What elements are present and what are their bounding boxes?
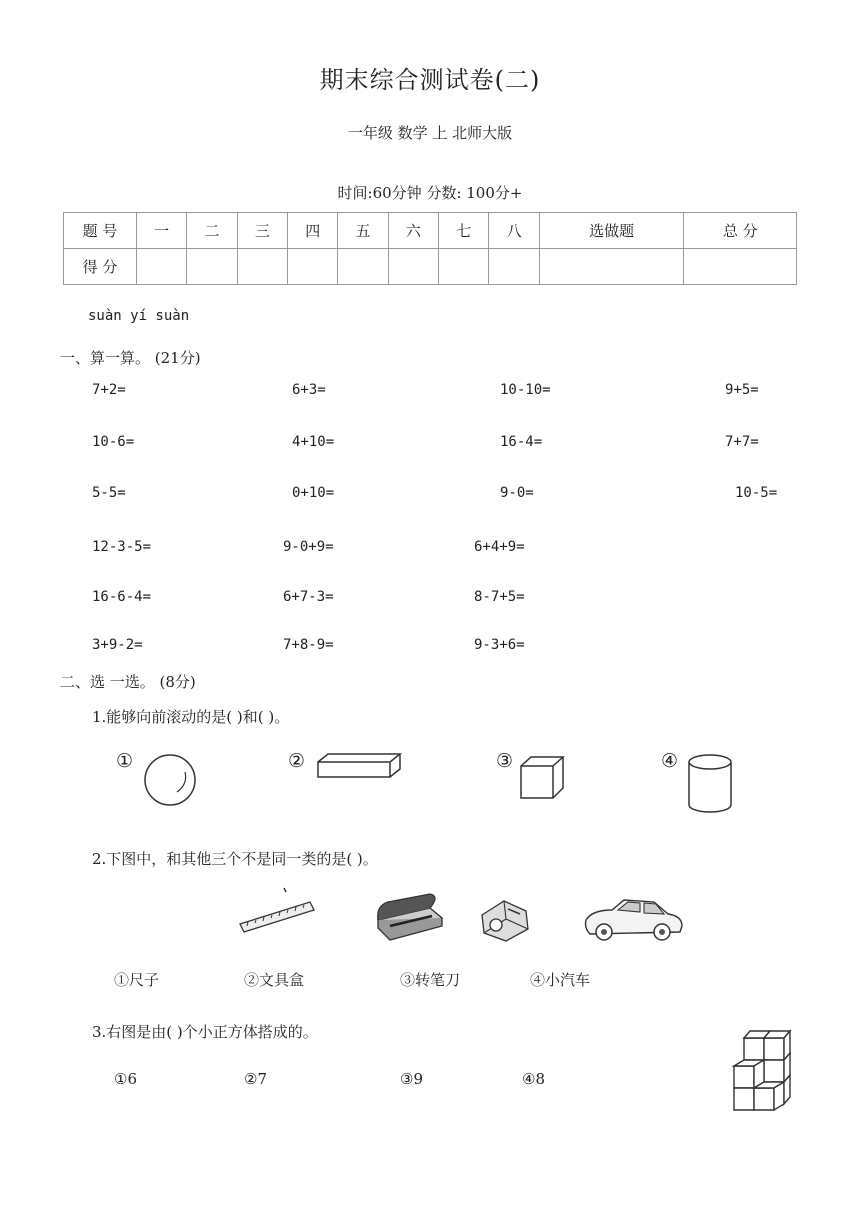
table-row-label: 得 分 (64, 249, 137, 285)
math-problem: 4+10= (292, 434, 335, 450)
score-table-score-row (64, 249, 797, 285)
pencil-sharpener-icon (478, 895, 534, 943)
math-problem: 0+10= (292, 485, 335, 501)
ruler-icon (236, 888, 318, 938)
table-header-cell: 二 (187, 213, 237, 249)
pencil-case-icon (370, 892, 450, 944)
score-cell[interactable] (288, 249, 338, 285)
section1-heading: 一、算一算。 (21分) (60, 349, 201, 367)
question-1-text: 1.能够向前滚动的是( )和( )。 (92, 708, 290, 726)
table-header-cell: 五 (338, 213, 388, 249)
table-header-cell: 总 分 (684, 213, 797, 249)
toy-car-icon (582, 896, 686, 944)
math-problem: 6+7-3= (283, 589, 334, 605)
score-cell[interactable] (338, 249, 388, 285)
option-marker: ① (116, 750, 134, 772)
option-item: ②7 (244, 1070, 267, 1088)
option-item: ④小汽车 (530, 971, 591, 989)
option-item: ②文具盒 (244, 971, 305, 989)
math-problem: 9+5= (725, 382, 759, 398)
pinyin-annotation: suàn yí suàn (88, 308, 190, 324)
table-header-cell: 八 (489, 213, 539, 249)
score-cell[interactable] (388, 249, 438, 285)
math-problem: 7+7= (725, 434, 759, 450)
score-cell[interactable] (137, 249, 187, 285)
math-problem: 5-5= (92, 485, 126, 501)
table-header-cell: 六 (388, 213, 438, 249)
math-problem: 9-0+9= (283, 539, 334, 555)
option-item: ④8 (522, 1070, 545, 1088)
math-problem: 3+9-2= (92, 637, 143, 653)
sphere-icon (141, 754, 221, 814)
table-header-cell: 四 (288, 213, 338, 249)
score-cell[interactable] (489, 249, 539, 285)
math-problem: 6+4+9= (474, 539, 525, 555)
option-item: ①6 (114, 1070, 137, 1088)
cylinder-icon (688, 753, 736, 815)
score-cell[interactable] (187, 249, 237, 285)
cuboid-icon (315, 752, 405, 782)
score-cell[interactable] (539, 249, 684, 285)
table-header-cell: 题 号 (64, 213, 137, 249)
cube-icon (518, 754, 568, 802)
math-problem: 10-10= (500, 382, 551, 398)
math-problem: 10-6= (92, 434, 135, 450)
math-problem: 12-3-5= (92, 539, 152, 555)
table-header-cell: 三 (237, 213, 287, 249)
option-marker: ② (288, 750, 306, 772)
page-subtitle: 一年级 数学 上 北师大版 (347, 124, 513, 142)
math-problem: 7+2= (92, 382, 126, 398)
table-header-cell: 七 (439, 213, 489, 249)
question-2-text: 2.下图中，和其他三个不是同一类的是( )。 (92, 850, 378, 868)
page-title: 期末综合测试卷(二) (319, 66, 541, 94)
question-3-text: 3.右图是由( )个小正方体搭成的。 (92, 1023, 318, 1041)
math-problem: 16-6-4= (92, 589, 152, 605)
math-problem: 7+8-9= (283, 637, 334, 653)
score-table-header-row (64, 213, 797, 249)
math-problem: 10-5= (735, 485, 778, 501)
math-problem: 9-0= (500, 485, 534, 501)
option-marker: ④ (661, 750, 679, 772)
option-item: ③9 (400, 1070, 423, 1088)
score-cell[interactable] (684, 249, 797, 285)
math-problem: 9-3+6= (474, 637, 525, 653)
math-problem: 16-4= (500, 434, 543, 450)
math-problem: 8-7+5= (474, 589, 525, 605)
math-problem: 6+3= (292, 382, 326, 398)
option-item: ③转笔刀 (400, 971, 461, 989)
option-marker: ③ (496, 750, 514, 772)
table-header-cell: 一 (137, 213, 187, 249)
score-cell[interactable] (439, 249, 489, 285)
option-item: ①尺子 (114, 971, 160, 989)
score-cell[interactable] (237, 249, 287, 285)
time-score-info: 时间:60分钟 分数: 100分+ (337, 184, 523, 202)
table-header-cell: 选做题 (539, 213, 684, 249)
cube-stack-icon (730, 1028, 798, 1118)
section2-heading: 二、选 一选。 (8分) (60, 673, 196, 691)
score-table (63, 212, 797, 285)
